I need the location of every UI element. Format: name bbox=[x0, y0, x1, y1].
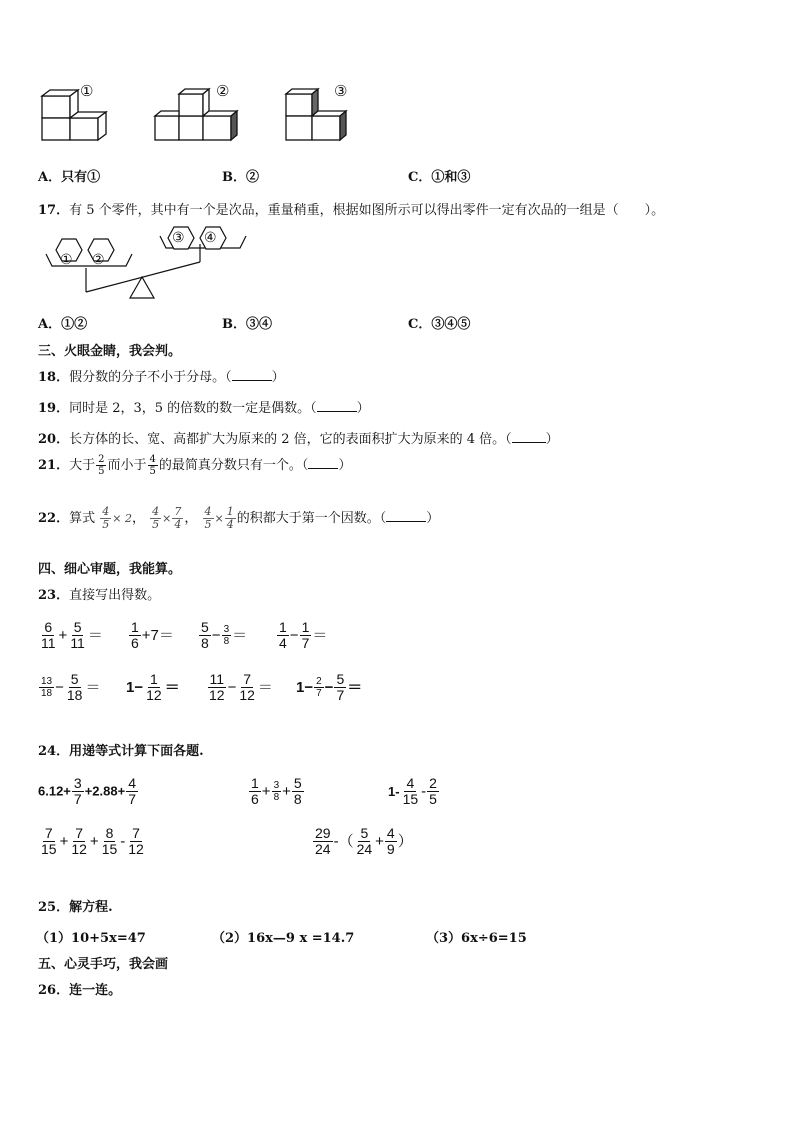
section-3-heading: 三、火眼金睛，我会判。 bbox=[38, 344, 182, 359]
q24-expr-4: $\frac{7}{15}$ + $\frac{7}{12}$ + $\frac{8}{15}$ - $\frac{7}{12}$ bbox=[41, 825, 144, 858]
q23-expr-7: $\frac{11}{12}$ − $\frac{7}{12}$ ＝ bbox=[209, 671, 273, 704]
cube-figure-3 bbox=[283, 84, 363, 144]
q16-option-c[interactable]: C．①和③ bbox=[408, 170, 471, 185]
q23-expr-1: $\frac{6}{11}$ + $\frac{5}{11}$ ＝ bbox=[41, 619, 103, 652]
question-23: 23．直接写出得数。 bbox=[38, 588, 161, 603]
balance-left-item-2: ② bbox=[92, 252, 105, 268]
q17-option-b[interactable]: B．③④ bbox=[222, 317, 273, 332]
q17-option-c[interactable]: C．③④⑤ bbox=[408, 317, 471, 332]
q23-expr-5: $\frac{13}{18}$ − $\frac{5}{18}$ ＝ bbox=[41, 671, 101, 704]
balance-right-item-2: ④ bbox=[204, 230, 217, 246]
question-18: 18．假分数的分子不小于分母。（ ） bbox=[38, 370, 285, 385]
q25-equation-3: （3）6x÷6=15 bbox=[426, 931, 527, 946]
answer-blank[interactable] bbox=[317, 399, 357, 412]
question-21: 21．大于 $\frac{2}{5}$ 而小于 $\frac{4}{5}$ 的最简真分数只有一个。（ ） bbox=[38, 454, 352, 477]
q25-equation-1: （1）10+5x=47 bbox=[36, 931, 146, 946]
q24-expr-2: $\frac{1}{6}$ + $\frac{3}{8}$ + $\frac{5}{8}$ bbox=[251, 775, 302, 808]
question-26: 26．连一连。 bbox=[38, 983, 122, 998]
cube-figure-2 bbox=[152, 84, 252, 144]
balance-right-item-1: ③ bbox=[172, 230, 185, 246]
answer-blank[interactable] bbox=[386, 509, 426, 522]
section-5-heading: 五、心灵手巧，我会画 bbox=[38, 957, 169, 972]
question-17: 17．有 5 个零件，其中有一个是次品，重量稍重，根据如图所示可以得出零件一定有次品的一组是（ ）。 bbox=[38, 203, 665, 218]
q24-expr-5: $\frac{29}{24}$ -（ $\frac{5}{24}$ + $\frac{4}{9}$ ） bbox=[315, 825, 413, 858]
balance-scale-figure bbox=[44, 226, 254, 306]
answer-blank[interactable] bbox=[232, 368, 272, 381]
q16-option-a[interactable]: A．只有① bbox=[38, 170, 101, 185]
question-19: 19．同时是 2，3，5 的倍数的数一定是偶数。（ ） bbox=[38, 401, 370, 416]
answer-blank[interactable] bbox=[308, 456, 338, 469]
q23-expr-3: $\frac{5}{8}$ − $\frac{3}{8}$ ＝ bbox=[201, 619, 248, 652]
q23-expr-2: $\frac{1}{6}$ +7＝ bbox=[131, 619, 174, 652]
q23-expr-6: 1− $\frac{1}{12}$ ＝ bbox=[126, 671, 180, 704]
figure-label-2: ② bbox=[216, 82, 230, 100]
question-25: 25．解方程. bbox=[38, 900, 113, 915]
question-24: 24．用递等式计算下面各题. bbox=[38, 744, 204, 759]
section-4-heading: 四、细心审题，我能算。 bbox=[38, 562, 182, 577]
q24-expr-1: 6.12+ $\frac{3}{7}$ +2.88+ $\frac{4}{7}$ bbox=[38, 775, 136, 808]
q24-expr-3: 1- $\frac{4}{15}$ - $\frac{2}{5}$ bbox=[388, 775, 437, 808]
question-20: 20．长方体的长、宽、高都扩大为原来的 2 倍，它的表面积扩大为原来的 4 倍。（ ） bbox=[38, 432, 559, 447]
q25-equation-2: （2）16x—9 x =14.7 bbox=[212, 931, 355, 946]
q17-option-a[interactable]: A．①② bbox=[38, 317, 88, 332]
balance-left-item-1: ① bbox=[60, 252, 73, 268]
cube-figure-1 bbox=[38, 84, 118, 144]
figure-label-1: ① bbox=[80, 82, 94, 100]
answer-blank[interactable] bbox=[512, 430, 546, 443]
figure-label-3: ③ bbox=[334, 82, 348, 100]
q16-option-b[interactable]: B．② bbox=[222, 170, 260, 185]
question-22: 22．算式 $\frac{4}{5}$ × 2， $\frac{4}{5}$ × $\frac{7}{4}$ ， $\frac{4}{5}$ × $\frac{1}{4}$ 的积都大于第一个因数。（ ） bbox=[38, 505, 440, 532]
q23-expr-8: 1− $\frac{2}{7}$ − $\frac{5}{7}$ ＝ bbox=[296, 671, 363, 704]
q23-expr-4: $\frac{1}{4}$ − $\frac{1}{7}$ ＝ bbox=[279, 619, 328, 652]
